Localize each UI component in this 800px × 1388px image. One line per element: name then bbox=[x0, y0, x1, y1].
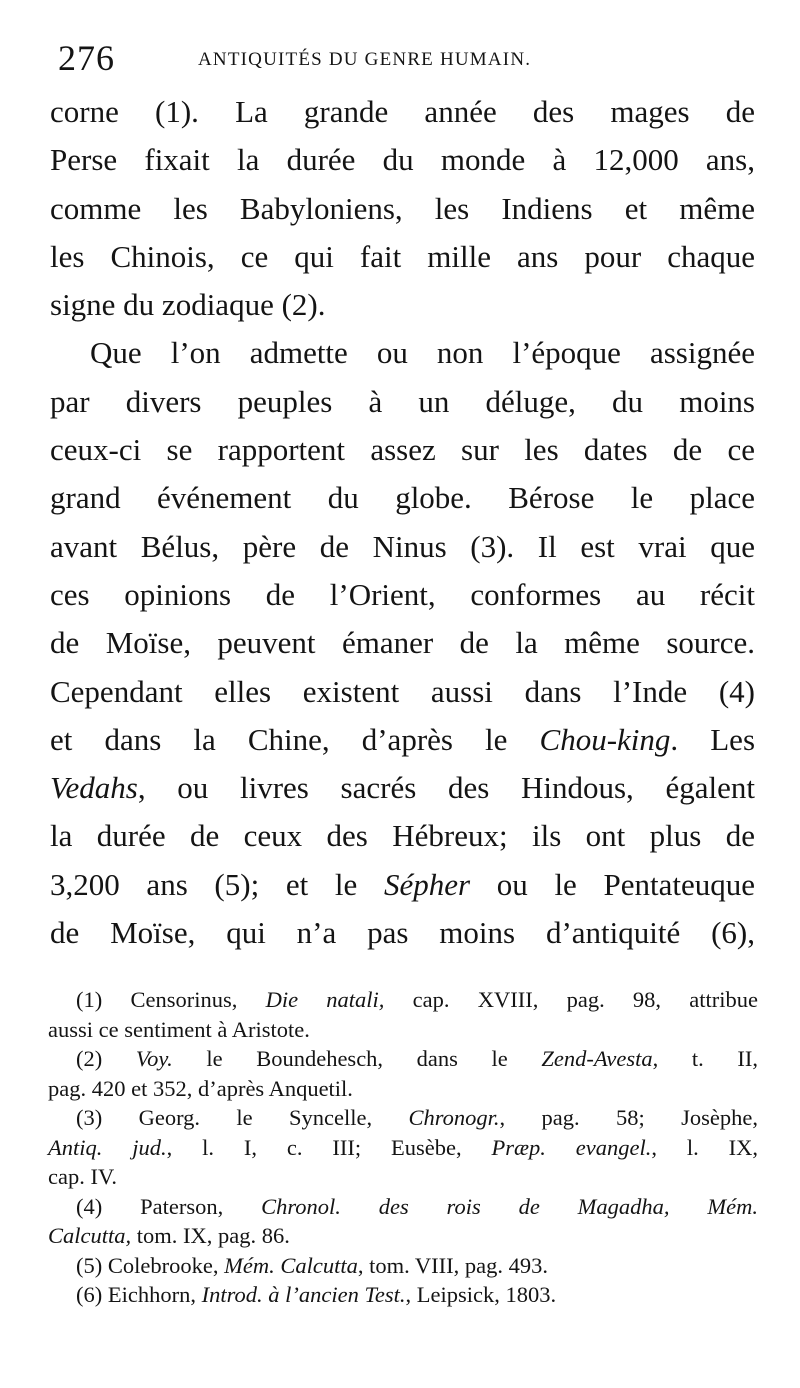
body-line: par divers peuples à un déluge, du moins bbox=[50, 383, 755, 419]
footnote-3-continuation: cap. IV. bbox=[48, 1164, 117, 1189]
body-line: comme les Babyloniens, les Indiens et même bbox=[50, 190, 755, 226]
footnote-5: (5) Colebrooke, Mém. Calcutta, tom. VIII, pag. 493. bbox=[76, 1252, 549, 1278]
footnote-2: (2) Voy. le Boundehesch, dans le Zend-Avesta, t. II, bbox=[76, 1046, 758, 1071]
body-line: signe du zodiaque (2). bbox=[50, 287, 326, 323]
body-line: ceux-ci se rapportent assez sur les dates de ce bbox=[50, 432, 755, 468]
running-title: ANTIQUITÉS DU GENRE HUMAIN. bbox=[198, 49, 532, 70]
body-line: grand événement du globe. Bérose le place bbox=[50, 480, 755, 516]
body-line: corne (1). La grande année des mages de bbox=[50, 94, 755, 129]
body-line: la durée de ceux des Hébreux; ils ont plus de bbox=[50, 818, 755, 854]
footnote-4-continuation: Calcutta, tom. IX, pag. 86. bbox=[48, 1223, 290, 1248]
body-line: et dans la Chine, d’après le Chou-king. Les bbox=[50, 721, 756, 757]
footnote-4: (4) Paterson, Chronol. des rois de Magadha, Mém. bbox=[76, 1193, 758, 1219]
footnote-1: (1) Censorinus, Die natali, cap. XVIII, pag. 98, attribue bbox=[76, 987, 758, 1012]
footnotes bbox=[48, 985, 758, 1310]
footnote-6: (6) Eichhorn, Introd. à l’ancien Test., Leipsick, 1803. bbox=[76, 1282, 557, 1307]
body-line: Vedahs, ou livres sacrés des Hindous, égalent bbox=[50, 770, 755, 806]
body-line: ces opinions de l’Orient, conformes au récit bbox=[50, 576, 755, 612]
body-line: Perse fixait la durée du monde à 12,000 ans, bbox=[50, 142, 755, 178]
body-line: les Chinois, ce qui fait mille ans pour chaque bbox=[50, 238, 755, 274]
footnote-3-continuation: Antiq. jud., l. I, c. III; Eusèbe, Præp. evangel., l. IX, bbox=[48, 1134, 759, 1160]
body-text bbox=[50, 88, 755, 957]
footnote-3: (3) Georg. le Syncelle, Chronogr., pag. 58; Josèphe, bbox=[76, 1105, 758, 1130]
body-line: avant Bélus, père de Ninus (3). Il est vrai que bbox=[50, 528, 755, 564]
footnote-1-continuation: aussi ce sentiment à Aristote. bbox=[48, 1016, 310, 1042]
body-line: de Moïse, qui n’a pas moins d’antiquité (6), bbox=[50, 915, 755, 951]
page-header bbox=[58, 38, 758, 78]
page-number: 276 bbox=[58, 38, 115, 78]
paragraph-start-line: Que l’on admette ou non l’époque assignée bbox=[90, 335, 755, 371]
footnote-2-continuation: pag. 420 et 352, d’après Anquetil. bbox=[48, 1075, 353, 1101]
body-line: de Moïse, peuvent émaner de la même source. bbox=[50, 625, 755, 661]
body-line: 3,200 ans (5); et le Sépher ou le Pentateuque bbox=[50, 866, 755, 902]
body-line: Cependant elles existent aussi dans l’Inde (4) bbox=[50, 673, 755, 709]
